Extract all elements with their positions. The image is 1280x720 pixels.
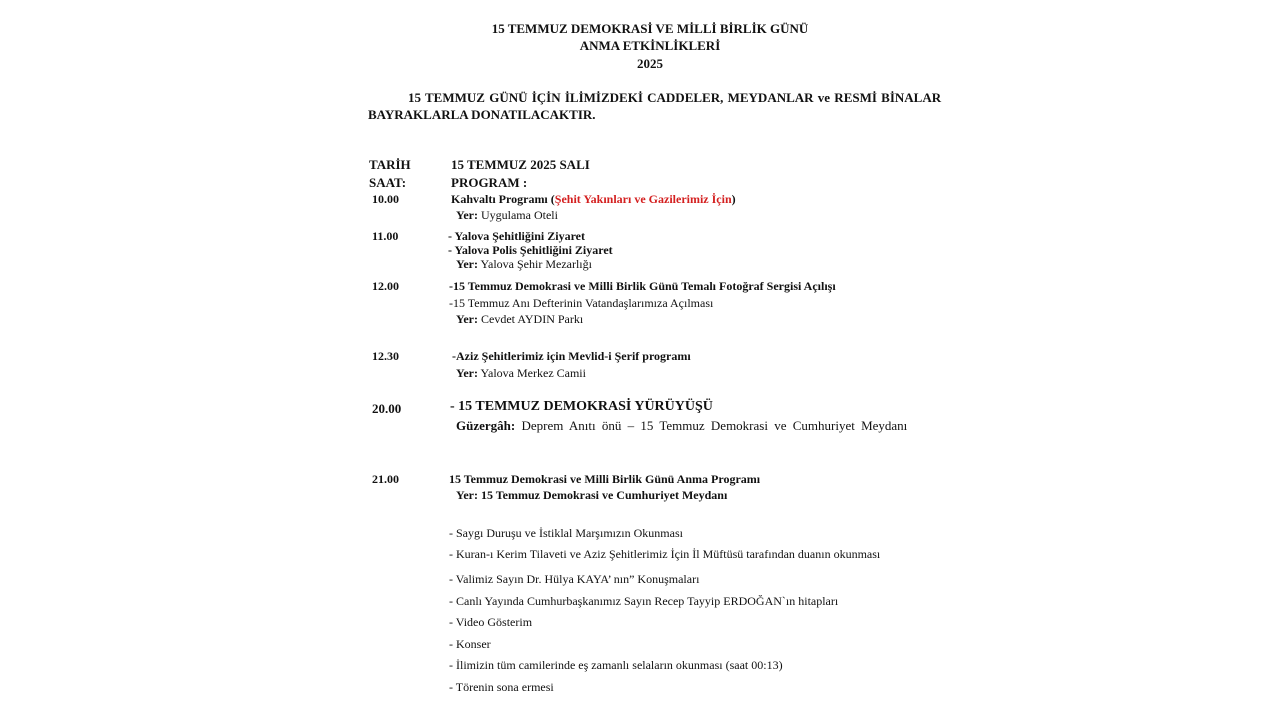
- event-place: [456, 367, 586, 379]
- event-time: 12.30: [372, 349, 399, 363]
- program-item: - Kuran-ı Kerim Tilaveti ve Aziz Şehitlerimiz İçin İl Müftüsü tarafından duanın okunması: [449, 547, 881, 561]
- program-item: - Konser: [449, 637, 491, 651]
- route-label: Güzergâh:: [456, 418, 516, 433]
- place-label: Yer:: [456, 366, 478, 380]
- place-value: Cevdet AYDIN Parkı: [480, 312, 584, 326]
- date-value: 15 TEMMUZ 2025 SALI: [451, 157, 590, 172]
- program-item: - Saygı Duruşu ve İstiklal Marşımızın Okunması: [449, 526, 683, 540]
- event-item: - Yalova Polis Şehitliğini Ziyaret: [448, 243, 613, 257]
- program-item: - Valimiz Sayın Dr. Hülya KAYA’ nın” Konuşmaları: [449, 572, 700, 586]
- date-label: TARİH: [369, 157, 411, 172]
- place-value: 15 Temmuz Demokrasi ve Cumhuriyet Meydanı: [480, 488, 728, 502]
- program-item: - İlimizin tüm camilerinde eş zamanlı selaların okunması (saat 00:13): [449, 658, 783, 672]
- event-item: 15 Temmuz Demokrasi ve Milli Birlik Günü Anma Programı: [449, 472, 761, 486]
- doc-title-line2: ANMA ETKİNLİKLERİ: [579, 38, 721, 53]
- event-item: -Aziz Şehitlerimiz için Mevlid-i Şerif programı: [452, 349, 691, 363]
- doc-title-year: 2025: [637, 56, 663, 71]
- event-place: [456, 489, 727, 501]
- place-label: Yer:: [456, 488, 478, 502]
- place-value: Uygulama Oteli: [480, 208, 558, 222]
- place-label: Yer:: [456, 312, 478, 326]
- event-item: - Yalova Şehitliğini Ziyaret: [448, 229, 586, 243]
- program-item: - Video Gösterim: [449, 615, 533, 629]
- event-place: [456, 209, 558, 221]
- event-title-close: ): [731, 192, 736, 206]
- intro-line1: 15 TEMMUZ GÜNÜ İÇİN İLİMİZDEKİ CADDELER, MEYDANLAR ve RESMİ BİNALAR: [408, 90, 942, 105]
- intro-line2: BAYRAKLARLA DONATILACAKTIR.: [368, 107, 596, 122]
- event-title-text: Kahvaltı Programı (: [451, 192, 555, 206]
- event-time: 12.00: [372, 279, 399, 293]
- event-item: -15 Temmuz Demokrasi ve Milli Birlik Günü Temalı Fotoğraf Sergisi Açılışı: [449, 279, 836, 293]
- event-time: 20.00: [372, 401, 402, 416]
- program-item: - Törenin sona ermesi: [449, 680, 554, 694]
- doc-title-line1: 15 TEMMUZ DEMOKRASİ VE MİLLİ BİRLİK GÜNÜ: [491, 21, 809, 36]
- event-route: [456, 419, 907, 432]
- event-item: -15 Temmuz Anı Defterinin Vatandaşlarımıza Açılması: [449, 296, 714, 310]
- route-value: Deprem Anıtı önü – 15 Temmuz Demokrasi ve Cumhuriyet Meydanı: [521, 418, 908, 433]
- place-value: Yalova Şehir Mezarlığı: [480, 257, 592, 271]
- place-label: Yer:: [456, 257, 478, 271]
- program-label: PROGRAM :: [451, 175, 528, 190]
- event-time: 10.00: [372, 192, 399, 206]
- event-title: [451, 193, 736, 205]
- event-item: - 15 TEMMUZ DEMOKRASİ YÜRÜYÜŞÜ: [450, 399, 713, 414]
- event-time: 11.00: [372, 229, 399, 243]
- event-time: 21.00: [372, 472, 399, 486]
- event-place: [456, 258, 592, 270]
- place-label: Yer:: [456, 208, 478, 222]
- event-title-highlight: Şehit Yakınları ve Gazilerimiz İçin: [554, 192, 732, 206]
- event-place: [456, 313, 583, 325]
- program-item: - Canlı Yayında Cumhurbaşkanımız Sayın Recep Tayyip ERDOĞAN`ın hitapları: [449, 594, 839, 608]
- place-value: Yalova Merkez Camii: [480, 366, 586, 380]
- time-label: SAAT:: [369, 175, 407, 190]
